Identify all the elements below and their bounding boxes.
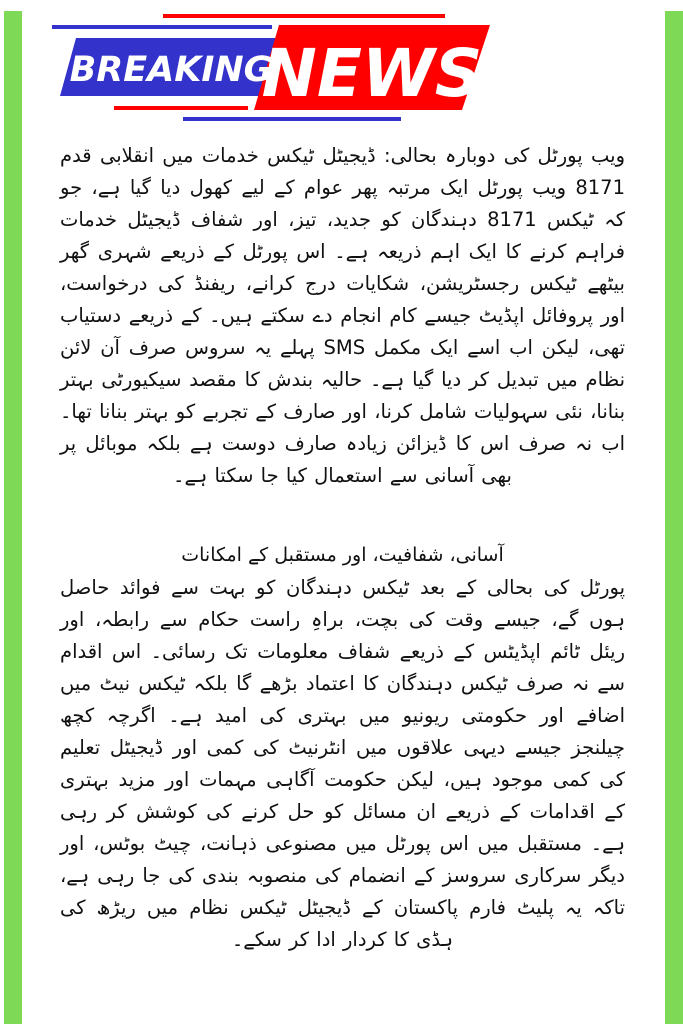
breaking-news-banner xyxy=(0,0,683,130)
breaking-word: BREAKING xyxy=(69,50,273,90)
intro-paragraph: ویب پورٹل کی دوبارہ بحالی: ڈیجیٹل ٹیکس خدمات میں انقلابی قدم 8171 ویب پورٹل ایک مرتبہ پھر عوام کے لیے کھول دیا گیا ہے، جو کہ ٹیکس 8171 دہندگان کو جدید، تیز، اور شفاف ڈیجیٹل خدمات فراہم کرنے کا ایک اہم ذریعہ ہے۔ اس پورٹل کے ذریعے شہری گھر بیٹھے ٹیکس رجسٹریشن، شکایات درج کرانے، ریفنڈ کی درخواست، اور پروفائل اپڈیٹ جیسے کام انجام دے سکتے ہیں۔ کے ذریعے دستیاب تھی، لیکن اب اسے ایک مکمل SMS پہلے یہ سروس صرف آن لائن نظام میں تبدیل کر دیا گیا ہے۔ حالیہ بندش کا مقصد سیکیورٹی بہتر بنانا، نئی سہولیات شامل کرنا، اور صارف کے تجربے کو بہتر بنانا تھا۔ اب نہ صرف اس کا ڈیزائن زیادہ صارف دوست ہے بلکہ موبائل پر بھی آسانی سے استعمال کیا جا سکتا ہے۔ xyxy=(60,144,625,487)
speed-line-top-blue xyxy=(52,25,272,29)
breaking-news-logo xyxy=(0,0,683,130)
left-green-border xyxy=(4,11,22,1024)
speed-line-bottom-red xyxy=(114,106,248,110)
speed-line-top-red xyxy=(163,14,445,18)
article-body xyxy=(60,140,625,956)
news-word: NEWS xyxy=(261,35,483,112)
right-green-border xyxy=(665,11,683,1024)
speed-line-bottom-blue xyxy=(183,117,401,121)
section-heading: آسانی، شفافیت، اور مستقبل کے امکانات xyxy=(181,544,504,566)
second-paragraph: پورٹل کی بحالی کے بعد ٹیکس دہندگان کو بہت سے فوائد حاصل ہوں گے، جیسے وقت کی بچت، براہِ راست حکام سے رابطہ، اور ریئل ٹائم اپڈیٹس کے ذریعے شفاف معلومات تک رسائی۔ اس اقدام سے نہ صرف ٹیکس دہندگان کا اعتماد بڑھے گا بلکہ ٹیکس نیٹ میں اضافے اور حکومتی ریونیو میں بہتری کی امید ہے۔ اگرچہ کچھ چیلنجز جیسے دیہی علاقوں میں انٹرنیٹ کی کمی اور ڈیجیٹل تعلیم کی کمی موجود ہیں، لیکن حکومت آگاہی مہمات اور مزید بہتری کے اقدامات کے ذریعے ان مسائل کو حل کرنے کی کوشش کر رہی ہے۔ مستقبل میں اس پورٹل میں مصنوعی ذہانت، چیٹ بوٹس، اور دیگر سرکاری سروسز کے انضمام کی منصوبہ بندی کی جا رہی ہے، تاکہ یہ پلیٹ فارم پاکستان کے ڈیجیٹل ٹیکس نظام میں ریڑھ کی ہڈی کا کردار ادا کر سکے۔ xyxy=(60,576,625,951)
